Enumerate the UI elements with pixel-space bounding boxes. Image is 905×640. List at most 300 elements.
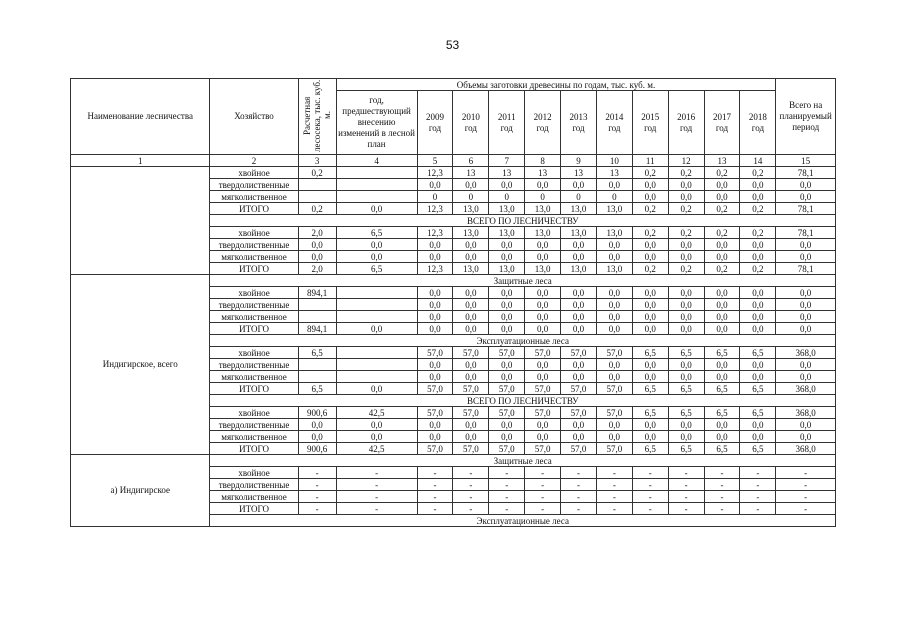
value-cell: 0,2	[740, 227, 776, 239]
value-cell: 0,0	[298, 239, 336, 251]
value-cell: 0,0	[704, 311, 740, 323]
value-cell: 0,0	[776, 311, 836, 323]
value-cell: 13,0	[525, 227, 561, 239]
value-cell: 0,0	[776, 239, 836, 251]
value-cell: 0,0	[453, 251, 489, 263]
value-cell: 0,0	[740, 359, 776, 371]
value-cell: -	[489, 491, 525, 503]
value-cell: 0,0	[336, 419, 417, 431]
value-cell: 0,2	[704, 203, 740, 215]
value-cell: 0,0	[561, 431, 597, 443]
value-cell: 12,3	[417, 167, 453, 179]
value-cell: 0,0	[336, 203, 417, 215]
value-cell: 0,0	[668, 239, 704, 251]
value-cell: 57,0	[596, 443, 632, 455]
value-cell: 0,0	[632, 239, 668, 251]
header-year-word: год	[572, 122, 585, 133]
value-cell: -	[596, 479, 632, 491]
value-cell: 0,2	[740, 203, 776, 215]
value-cell: 6,5	[704, 347, 740, 359]
header-year-value: 2016	[677, 111, 696, 122]
col-number: 13	[704, 155, 740, 167]
value-cell: 0,0	[525, 299, 561, 311]
value-cell: 6,5	[668, 347, 704, 359]
value-cell: 0,0	[417, 371, 453, 383]
farm-type-cell: ИТОГО	[210, 203, 298, 215]
value-cell: 0,0	[561, 287, 597, 299]
value-cell: 0,0	[525, 239, 561, 251]
value-cell: 13,0	[453, 227, 489, 239]
value-cell: 0,0	[776, 287, 836, 299]
value-cell: 0,0	[668, 191, 704, 203]
value-cell: 6,5	[740, 347, 776, 359]
col-number: 12	[668, 155, 704, 167]
value-cell: 368,0	[776, 347, 836, 359]
value-cell: -	[525, 503, 561, 515]
value-cell: 57,0	[525, 443, 561, 455]
value-cell: -	[298, 491, 336, 503]
value-cell: 0,0	[596, 287, 632, 299]
farm-type-cell: хвойное	[210, 347, 298, 359]
value-cell: 0,0	[776, 323, 836, 335]
header-year-2009	[417, 91, 453, 155]
value-cell: 0,0	[668, 431, 704, 443]
value-cell: 57,0	[417, 407, 453, 419]
value-cell: 0,2	[704, 227, 740, 239]
value-cell: 0,0	[776, 419, 836, 431]
value-cell: 0,0	[525, 179, 561, 191]
value-cell: 0,0	[776, 359, 836, 371]
value-cell: 0,0	[417, 179, 453, 191]
header-year-value: 2013	[569, 111, 588, 122]
farm-type-cell: твердолиственные	[210, 179, 298, 191]
value-cell: 0,0	[489, 251, 525, 263]
value-cell: 6,5	[298, 347, 336, 359]
value-cell: 0,0	[668, 323, 704, 335]
value-cell	[336, 299, 417, 311]
value-cell: 894,1	[298, 287, 336, 299]
value-cell: 6,5	[336, 227, 417, 239]
value-cell: 6,5	[632, 443, 668, 455]
value-cell: 0,0	[668, 179, 704, 191]
value-cell: 0,0	[417, 359, 453, 371]
header-year-value: 2012	[533, 111, 552, 122]
farm-type-cell: мягколиственное	[210, 311, 298, 323]
value-cell: 6,5	[704, 407, 740, 419]
value-cell: 0,0	[704, 191, 740, 203]
value-cell: 13	[561, 167, 597, 179]
value-cell	[298, 191, 336, 203]
col-number: 7	[489, 155, 525, 167]
header-year-2011	[489, 91, 525, 155]
value-cell: -	[668, 479, 704, 491]
header-year-2017	[704, 91, 740, 155]
value-cell: -	[704, 503, 740, 515]
value-cell: 6,5	[704, 443, 740, 455]
value-cell: 0,0	[668, 299, 704, 311]
value-cell: 0,0	[776, 431, 836, 443]
section-title: Защитные леса	[210, 275, 836, 287]
value-cell: 0,0	[632, 359, 668, 371]
value-cell: 0,0	[632, 323, 668, 335]
value-cell: -	[632, 503, 668, 515]
value-cell	[298, 299, 336, 311]
value-cell: 57,0	[525, 347, 561, 359]
header-year-2016	[668, 91, 704, 155]
value-cell: 368,0	[776, 407, 836, 419]
value-cell: 0,0	[525, 359, 561, 371]
farm-type-cell: мягколиственное	[210, 371, 298, 383]
value-cell: 0,0	[596, 239, 632, 251]
value-cell: 57,0	[453, 407, 489, 419]
farm-type-cell: мягколиственное	[210, 251, 298, 263]
value-cell: 0,2	[298, 203, 336, 215]
value-cell: -	[561, 503, 597, 515]
value-cell: 0,0	[453, 371, 489, 383]
value-cell: -	[704, 479, 740, 491]
value-cell: 0,2	[632, 263, 668, 275]
forestry-name-cell: Индигирское, всего	[71, 275, 210, 455]
value-cell	[336, 191, 417, 203]
col-number: 14	[740, 155, 776, 167]
value-cell: 0,2	[668, 227, 704, 239]
header-year-2018	[740, 91, 776, 155]
value-cell: 6,5	[740, 383, 776, 395]
value-cell: 0,0	[453, 287, 489, 299]
value-cell: -	[336, 503, 417, 515]
value-cell: 57,0	[561, 383, 597, 395]
value-cell: -	[776, 467, 836, 479]
value-cell: -	[336, 491, 417, 503]
value-cell: 2,0	[298, 227, 336, 239]
header-year-word: год	[428, 122, 442, 133]
value-cell	[298, 179, 336, 191]
value-cell: 57,0	[596, 383, 632, 395]
value-cell: 0,0	[704, 299, 740, 311]
value-cell: 0,0	[561, 359, 597, 371]
value-cell: 57,0	[453, 347, 489, 359]
farm-type-cell: хвойное	[210, 167, 298, 179]
forestry-name-cell: а) Индигирское	[71, 455, 210, 527]
section-title: Эксплуатационные леса	[210, 335, 836, 347]
value-cell: 0,0	[740, 323, 776, 335]
header-year-word: год	[464, 122, 478, 133]
value-cell: 0,0	[668, 311, 704, 323]
value-cell: 6,5	[668, 407, 704, 419]
value-cell: 0,0	[740, 371, 776, 383]
value-cell	[336, 311, 417, 323]
value-cell: -	[776, 503, 836, 515]
value-cell: 0	[561, 191, 597, 203]
value-cell: 0,0	[704, 179, 740, 191]
farm-type-cell: твердолиственные	[210, 299, 298, 311]
value-cell	[336, 347, 417, 359]
header-year-2012	[525, 91, 561, 155]
value-cell: 0,0	[740, 419, 776, 431]
value-cell: 0,0	[525, 371, 561, 383]
farm-type-cell: ИТОГО	[210, 323, 298, 335]
value-cell: 0,0	[417, 431, 453, 443]
value-cell: 78,1	[776, 263, 836, 275]
section-title: ВСЕГО ПО ЛЕСНИЧЕСТВУ	[210, 395, 836, 407]
value-cell: -	[704, 467, 740, 479]
header-year-value: 2014	[605, 111, 624, 122]
value-cell: 13,0	[453, 263, 489, 275]
value-cell: 13,0	[596, 203, 632, 215]
value-cell: 13,0	[561, 227, 597, 239]
value-cell: 0,0	[632, 299, 668, 311]
col-number: 9	[561, 155, 597, 167]
value-cell: 57,0	[417, 383, 453, 395]
value-cell: 0,0	[525, 419, 561, 431]
value-cell: 0,0	[489, 311, 525, 323]
value-cell: 0	[596, 191, 632, 203]
value-cell: 57,0	[525, 383, 561, 395]
value-cell: 0,0	[632, 431, 668, 443]
value-cell: -	[596, 491, 632, 503]
value-cell: 0,0	[417, 419, 453, 431]
value-cell: 0,0	[596, 431, 632, 443]
header-forestry-name: Наименование лесничества	[71, 79, 210, 155]
header-year-2014	[596, 91, 632, 155]
value-cell: 0,0	[489, 431, 525, 443]
value-cell: 6,5	[740, 443, 776, 455]
value-cell: 13,0	[561, 263, 597, 275]
value-cell: 0,0	[298, 419, 336, 431]
value-cell: 2,0	[298, 263, 336, 275]
value-cell: 0,0	[668, 251, 704, 263]
value-cell: -	[336, 467, 417, 479]
value-cell: 13,0	[525, 263, 561, 275]
value-cell	[298, 311, 336, 323]
value-cell: -	[596, 503, 632, 515]
value-cell: 0,2	[668, 167, 704, 179]
value-cell: 0,0	[596, 311, 632, 323]
value-cell: 0,0	[561, 323, 597, 335]
header-year-word: год	[536, 122, 549, 133]
value-cell: 0,0	[596, 299, 632, 311]
value-cell: 0,0	[740, 191, 776, 203]
value-cell: 0,2	[298, 167, 336, 179]
value-cell	[336, 167, 417, 179]
value-cell: -	[561, 467, 597, 479]
value-cell: 0,0	[525, 287, 561, 299]
value-cell: -	[489, 503, 525, 515]
value-cell: 78,1	[776, 203, 836, 215]
header-year-word: год	[644, 122, 657, 133]
farm-type-cell: ИТОГО	[210, 383, 298, 395]
col-number: 8	[525, 155, 561, 167]
value-cell: 0,0	[298, 251, 336, 263]
value-cell: 6,5	[740, 407, 776, 419]
harvest-volume-table	[70, 78, 836, 527]
value-cell: 0,0	[632, 311, 668, 323]
value-cell: 0,0	[776, 251, 836, 263]
value-cell: 0,0	[632, 419, 668, 431]
value-cell: 42,5	[336, 443, 417, 455]
value-cell: 0,0	[668, 287, 704, 299]
value-cell: -	[525, 479, 561, 491]
value-cell: 0,0	[489, 239, 525, 251]
col-number: 1	[71, 155, 210, 167]
section-title: Защитные леса	[210, 455, 836, 467]
value-cell: 78,1	[776, 167, 836, 179]
value-cell: 57,0	[561, 443, 597, 455]
value-cell: 0,0	[704, 251, 740, 263]
value-cell: 13,0	[596, 263, 632, 275]
value-cell: 0	[525, 191, 561, 203]
farm-type-cell: ИТОГО	[210, 443, 298, 455]
value-cell: 0,0	[740, 251, 776, 263]
value-cell	[336, 371, 417, 383]
value-cell: 0,0	[596, 359, 632, 371]
value-cell: 0,0	[561, 419, 597, 431]
value-cell: 13	[489, 167, 525, 179]
header-year-value: 2010	[461, 111, 480, 122]
value-cell: 57,0	[561, 347, 597, 359]
value-cell: 13,0	[453, 203, 489, 215]
value-cell: -	[740, 467, 776, 479]
value-cell: 0,0	[596, 323, 632, 335]
value-cell: 0,0	[417, 299, 453, 311]
value-cell: 0,0	[336, 323, 417, 335]
value-cell: -	[776, 491, 836, 503]
col-number: 2	[210, 155, 298, 167]
value-cell: 900,6	[298, 407, 336, 419]
value-cell: 0,0	[298, 431, 336, 443]
value-cell: 0,0	[776, 299, 836, 311]
col-number: 5	[417, 155, 453, 167]
value-cell: 57,0	[417, 347, 453, 359]
value-cell: 0,2	[704, 167, 740, 179]
value-cell: 6,5	[704, 383, 740, 395]
header-year-value: 2011	[497, 111, 516, 122]
value-cell: 0,0	[632, 371, 668, 383]
farm-type-cell: мягколиственное	[210, 491, 298, 503]
value-cell: 0,2	[632, 167, 668, 179]
value-cell: 0,0	[668, 359, 704, 371]
value-cell: 13,0	[561, 203, 597, 215]
value-cell: 0,0	[489, 287, 525, 299]
value-cell: 0,0	[632, 287, 668, 299]
value-cell: -	[632, 479, 668, 491]
value-cell: 0,0	[561, 251, 597, 263]
value-cell: 6,5	[336, 263, 417, 275]
value-cell: -	[417, 491, 453, 503]
value-cell: 0,0	[776, 371, 836, 383]
table-row	[71, 167, 836, 179]
header-year-value: 2009	[426, 111, 444, 122]
value-cell: 0,0	[632, 179, 668, 191]
value-cell: 57,0	[453, 383, 489, 395]
value-cell: 0,0	[525, 311, 561, 323]
value-cell: 0,0	[489, 299, 525, 311]
value-cell: -	[561, 479, 597, 491]
header-year-value: 2015	[641, 111, 660, 122]
value-cell: 57,0	[525, 407, 561, 419]
value-cell	[336, 287, 417, 299]
farm-type-cell: хвойное	[210, 287, 298, 299]
header-prev-year: год, предшествующий внесению изменений в лесной план	[336, 91, 417, 155]
value-cell: -	[298, 479, 336, 491]
value-cell: -	[417, 479, 453, 491]
header-total-period: Всего на планируемый период	[776, 79, 836, 155]
header-year-word: год	[608, 122, 621, 133]
value-cell: -	[740, 491, 776, 503]
value-cell: 6,5	[632, 347, 668, 359]
header-year-word: год	[751, 122, 765, 133]
value-cell: 0,0	[453, 419, 489, 431]
value-cell: 12,3	[417, 263, 453, 275]
value-cell: -	[525, 491, 561, 503]
value-cell: 0,0	[417, 287, 453, 299]
col-number: 15	[776, 155, 836, 167]
value-cell: 0,0	[668, 371, 704, 383]
value-cell: -	[417, 467, 453, 479]
value-cell	[298, 359, 336, 371]
value-cell: 57,0	[489, 443, 525, 455]
col-number: 10	[596, 155, 632, 167]
value-cell: -	[298, 503, 336, 515]
value-cell: 0,2	[740, 263, 776, 275]
value-cell: -	[489, 467, 525, 479]
value-cell: 0,0	[336, 431, 417, 443]
value-cell: 0,0	[704, 419, 740, 431]
value-cell: 0,0	[453, 323, 489, 335]
header-year-2015	[632, 91, 668, 155]
value-cell: 0,0	[336, 251, 417, 263]
value-cell: 13	[596, 167, 632, 179]
header-calc-cutting-text: Расчетная лесосека, тыс. куб. м.	[302, 79, 333, 152]
farm-type-cell: мягколиственное	[210, 191, 298, 203]
value-cell: 0,2	[668, 263, 704, 275]
page-number: 53	[445, 38, 460, 52]
value-cell: 0,0	[668, 419, 704, 431]
value-cell: 0,0	[336, 383, 417, 395]
value-cell: 13,0	[489, 203, 525, 215]
value-cell: 6,5	[632, 407, 668, 419]
value-cell: -	[668, 467, 704, 479]
value-cell: 0,0	[740, 311, 776, 323]
farm-type-cell: твердолиственные	[210, 359, 298, 371]
value-cell: 0,0	[453, 299, 489, 311]
value-cell: 0,0	[740, 287, 776, 299]
value-cell: 0,0	[453, 359, 489, 371]
value-cell: 368,0	[776, 383, 836, 395]
value-cell: -	[740, 479, 776, 491]
col-number: 3	[298, 155, 336, 167]
value-cell: 13	[453, 167, 489, 179]
value-cell: 13,0	[596, 227, 632, 239]
value-cell: 0,0	[740, 239, 776, 251]
farm-type-cell: твердолиственные	[210, 239, 298, 251]
value-cell: -	[740, 503, 776, 515]
farm-type-cell: ИТОГО	[210, 263, 298, 275]
value-cell: 0,0	[704, 359, 740, 371]
value-cell: 42,5	[336, 407, 417, 419]
value-cell: -	[453, 479, 489, 491]
value-cell	[298, 371, 336, 383]
value-cell: 0,0	[632, 191, 668, 203]
value-cell: 13,0	[525, 203, 561, 215]
value-cell: 78,1	[776, 227, 836, 239]
value-cell: -	[453, 503, 489, 515]
value-cell: -	[298, 467, 336, 479]
value-cell: 0,0	[336, 239, 417, 251]
col-number: 6	[453, 155, 489, 167]
value-cell: 0,0	[776, 179, 836, 191]
value-cell: 57,0	[489, 407, 525, 419]
